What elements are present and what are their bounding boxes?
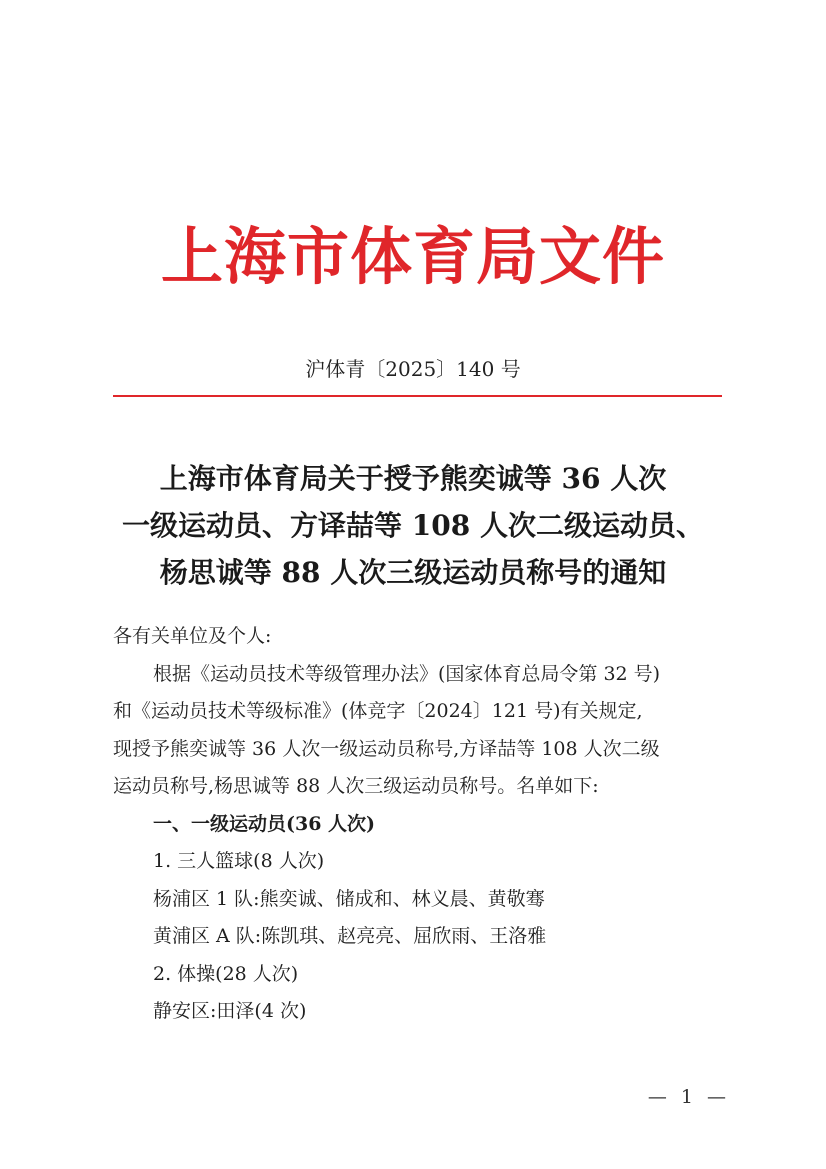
title-line-2: 一级运动员、方译喆等 108 人次二级运动员、 <box>122 509 704 542</box>
document-masthead: 上海市体育局文件 <box>160 220 665 293</box>
list-item: 2. 体操(28 人次) <box>153 962 299 985</box>
paragraph-line-4: 运动员称号,杨思诚等 88 人次三级运动员称号。名单如下: <box>113 775 599 797</box>
list-item: 静安区:田泽(4 次) <box>153 1000 307 1022</box>
list-item: 黄浦区 A 队:陈凯琪、赵亮亮、屈欣雨、王洛雅 <box>153 925 547 947</box>
notice-title <box>90 455 736 596</box>
red-divider-line <box>113 395 722 397</box>
notice-body <box>113 618 729 1031</box>
paragraph-line-2: 和《运动员技术等级标准》(体竞字〔2024〕121 号)有关规定, <box>113 700 643 722</box>
document-number: 沪体青〔2025〕140 号 <box>305 357 521 381</box>
title-line-1: 上海市体育局关于授予熊奕诚等 36 人次 <box>159 462 667 495</box>
paragraph-line-3: 现授予熊奕诚等 36 人次一级运动员称号,方译喆等 108 人次二级 <box>113 737 660 760</box>
page-number: — 1 — <box>647 1086 730 1108</box>
paragraph-line-1: 根据《运动员技术等级管理办法》(国家体育总局令第 32 号) <box>153 662 661 685</box>
salutation: 各有关单位及个人: <box>113 625 272 647</box>
list-item: 1. 三人篮球(8 人次) <box>153 850 325 872</box>
list-item: 杨浦区 1 队:熊奕诚、储成和、林义晨、黄敬骞 <box>153 887 545 910</box>
section-heading: 一、一级运动员(36 人次) <box>153 812 376 835</box>
title-line-3: 杨思诚等 88 人次三级运动员称号的通知 <box>159 556 667 589</box>
